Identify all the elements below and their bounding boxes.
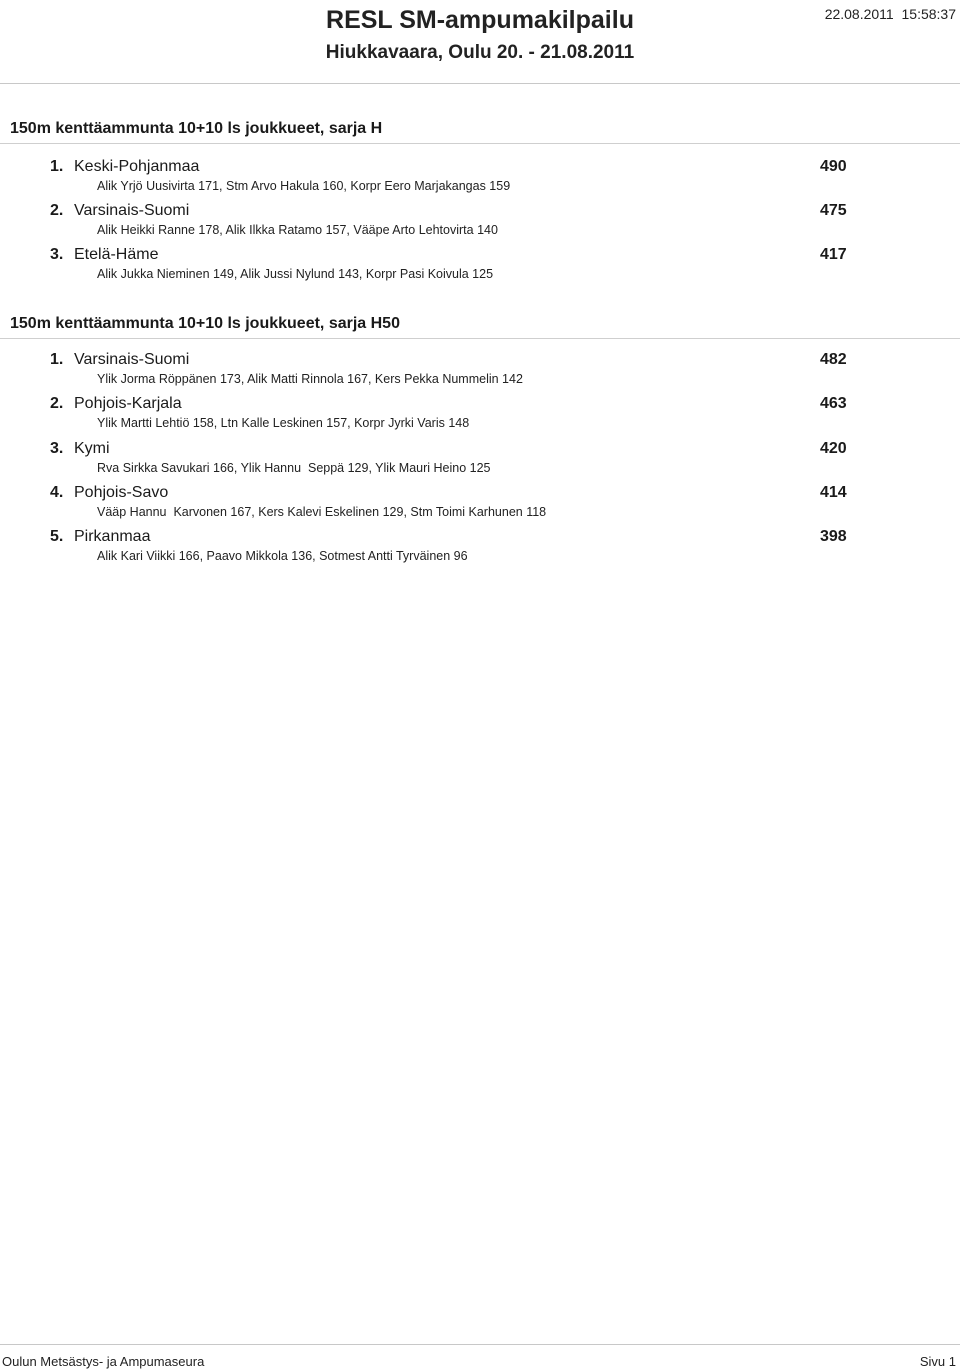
team-name: Etelä-Häme [74, 246, 159, 263]
team-members: Rva Sirkka Savukari 166, Ylik Hannu Seppä 129, Ylik Mauri Heino 125 [97, 461, 491, 475]
team-members: Ylik Martti Lehtiö 158, Ltn Kalle Leskinen 157, Korpr Jyrki Varis 148 [97, 416, 470, 430]
team-rank: 1. [50, 158, 64, 175]
footer-divider [0, 1344, 960, 1345]
team-score: 420 [820, 440, 847, 457]
section-title: 150m kenttäammunta 10+10 ls joukkueet, sarja H [10, 120, 383, 137]
team-rank: 3. [50, 440, 64, 457]
team-rank: 4. [50, 484, 64, 501]
page-number: Sivu 1 [919, 1354, 956, 1369]
page-subtitle: Hiukkavaara, Oulu 20. - 21.08.2011 [325, 42, 635, 63]
team-members: Alik Yrjö Uusivirta 171, Stm Arvo Hakula 160, Korpr Eero Marjakangas 159 [97, 179, 511, 193]
section-divider [0, 143, 960, 144]
team-rank: 2. [50, 202, 64, 219]
print-timestamp: 22.08.2011 15:58:37 [824, 6, 956, 22]
team-rank: 3. [50, 246, 64, 263]
footer-organizer: Oulun Metsästys- ja Ampumaseura [2, 1354, 205, 1369]
team-result [0, 202, 960, 246]
team-score: 475 [820, 202, 847, 219]
team-name: Kymi [74, 440, 110, 457]
team-result [0, 246, 960, 290]
team-result [0, 395, 960, 439]
team-result [0, 484, 960, 528]
team-result [0, 351, 960, 395]
section-divider [0, 338, 960, 339]
team-name: Varsinais-Suomi [74, 202, 190, 219]
header-divider [0, 83, 960, 84]
team-rank: 2. [50, 395, 64, 412]
team-name: Keski-Pohjanmaa [74, 158, 200, 175]
team-name: Pohjois-Savo [74, 484, 169, 501]
team-score: 417 [820, 246, 847, 263]
team-members: Alik Heikki Ranne 178, Alik Ilkka Ratamo 157, Vääpe Arto Lehtovirta 140 [97, 223, 498, 237]
page-title: RESL SM-ampumakilpailu [326, 6, 634, 34]
team-score: 463 [820, 395, 847, 412]
section-title: 150m kenttäammunta 10+10 ls joukkueet, sarja H50 [10, 315, 400, 332]
team-score: 398 [820, 528, 847, 545]
team-result [0, 528, 960, 572]
team-members: Alik Jukka Nieminen 149, Alik Jussi Nylund 143, Korpr Pasi Koivula 125 [97, 267, 494, 281]
team-score: 482 [820, 351, 847, 368]
team-rank: 1. [50, 351, 64, 368]
team-result [0, 158, 960, 202]
team-name: Varsinais-Suomi [74, 351, 190, 368]
team-members: Alik Kari Viikki 166, Paavo Mikkola 136, Sotmest Antti Tyrväinen 96 [97, 549, 468, 563]
team-result [0, 440, 960, 484]
team-score: 490 [820, 158, 847, 175]
team-name: Pirkanmaa [74, 528, 151, 545]
team-members: Vääp Hannu Karvonen 167, Kers Kalevi Eskelinen 129, Stm Toimi Karhunen 118 [97, 505, 547, 519]
team-score: 414 [820, 484, 847, 501]
team-members: Ylik Jorma Röppänen 173, Alik Matti Rinnola 167, Kers Pekka Nummelin 142 [97, 372, 523, 386]
team-rank: 5. [50, 528, 64, 545]
team-name: Pohjois-Karjala [74, 395, 182, 412]
